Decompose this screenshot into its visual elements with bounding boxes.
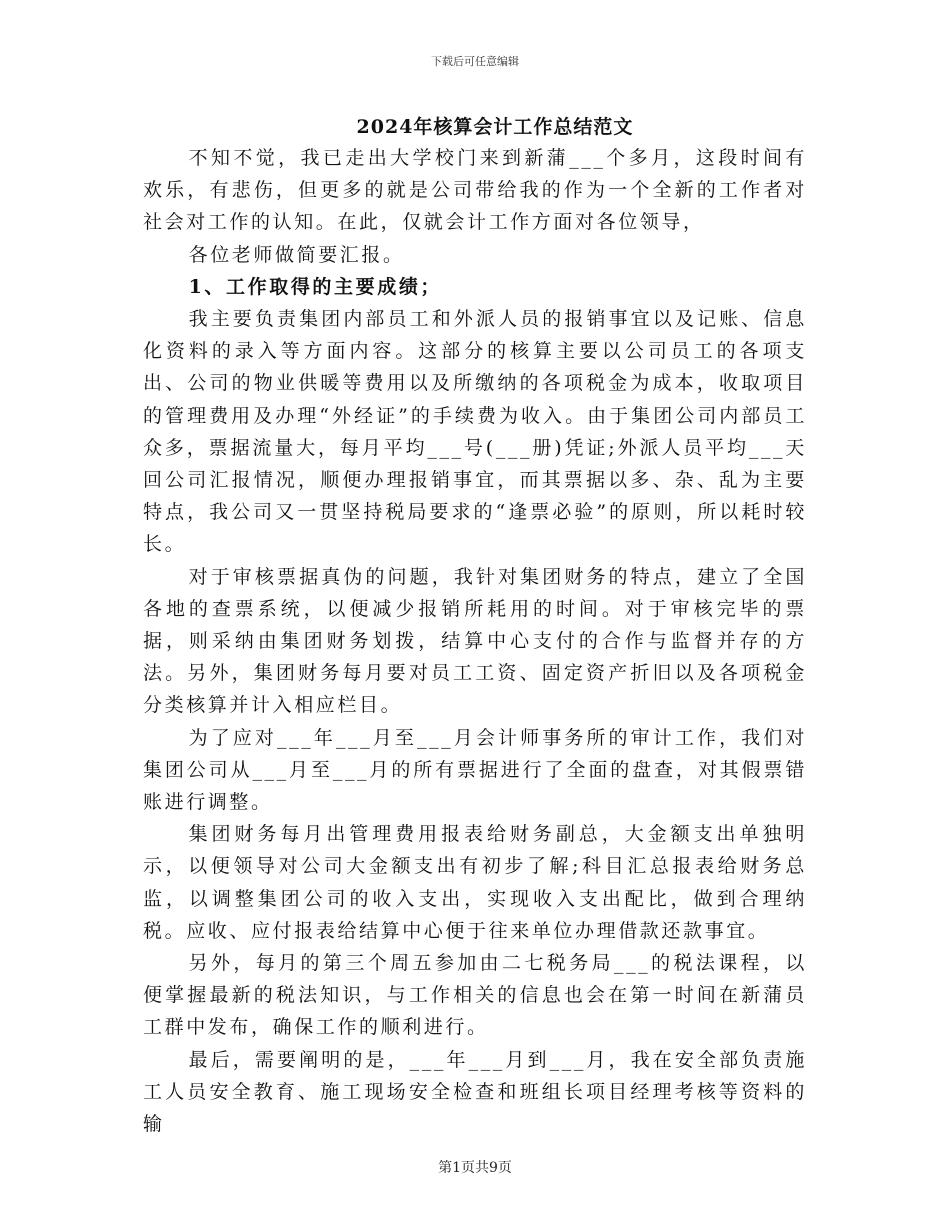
paragraph: 对于审核票据真伪的问题，我针对集团财务的特点，建立了全国各地的查票系统，以便减少报销所耗用的时间。对于审核完毕的票据，则采纳由集团财务划拨，结算中心支付的合作与监督并存的方法。另外，集团财务每月要对员工工资、固定资产折旧以及各项税金分类核算并计入相应栏目。 bbox=[143, 565, 807, 717]
header-note: 下载后可任意编辑 bbox=[431, 55, 519, 68]
paragraph: 集团财务每月出管理费用报表给财务副总，大金额支出单独明示，以便领导对公司大金额支出有初步了解;科目汇总报表给财务总监，以调整集团公司的收入支出，实现收入支出配比，做到合理纳税。应收、应付报表给结算中心便于往来单位办理借款还款事宜。 bbox=[143, 823, 807, 942]
paragraph: 不知不觉，我已走出大学校门来到新蒲___个多月，这段时间有欢乐，有悲伤，但更多的就是公司带给我的作为一个全新的工作者对社会对工作的认知。在此，仅就会计工作方面对各位领导， bbox=[143, 147, 807, 234]
page-footer: 第1页共9页 bbox=[438, 1160, 512, 1176]
paragraph: 最后，需要阐明的是，___年___月到___月，我在安全部负责施工人员安全教育、施工现场安全检查和班组长项目经理考核等资料的输 bbox=[143, 1048, 807, 1136]
document-title: 2024年核算会计工作总结范文 bbox=[356, 116, 634, 138]
paragraph: 另外，每月的第三个周五参加由二七税务局___的税法课程，以便掌握最新的税法知识，与工作相关的信息也会在第一时间在新蒲员工群中发布，确保工作的顺利进行。 bbox=[143, 952, 807, 1039]
document-body bbox=[143, 142, 807, 1140]
section-heading: 1、工作取得的主要成绩； bbox=[188, 275, 443, 298]
paragraph: 我主要负责集团内部员工和外派人员的报销事宜以及记账、信息化资料的录入等方面内容。这部分的核算主要以公司员工的各项支出、公司的物业供暖等费用以及所缴纳的各项税金为成本，收取项目的管理费用及办理“外经证”的手续费为收入。由于集团公司内部员工众多，票据流量大，每月平均___号(___册)凭证;外派人员平均___天回公司汇报情况，顺便办理报销事宜，而其票据以多、杂、乱为主要特点，我公司又一贯坚持税局要求的“逢票必验”的原则，所以耗时较长。 bbox=[143, 308, 807, 556]
paragraph: 各位老师做简要汇报。 bbox=[188, 243, 405, 266]
paragraph: 为了应对___年___月至___月会计师事务所的审计工作，我们对集团公司从___月至___月的所有票据进行了全面的盘查，对其假票错账进行调整。 bbox=[143, 726, 807, 814]
